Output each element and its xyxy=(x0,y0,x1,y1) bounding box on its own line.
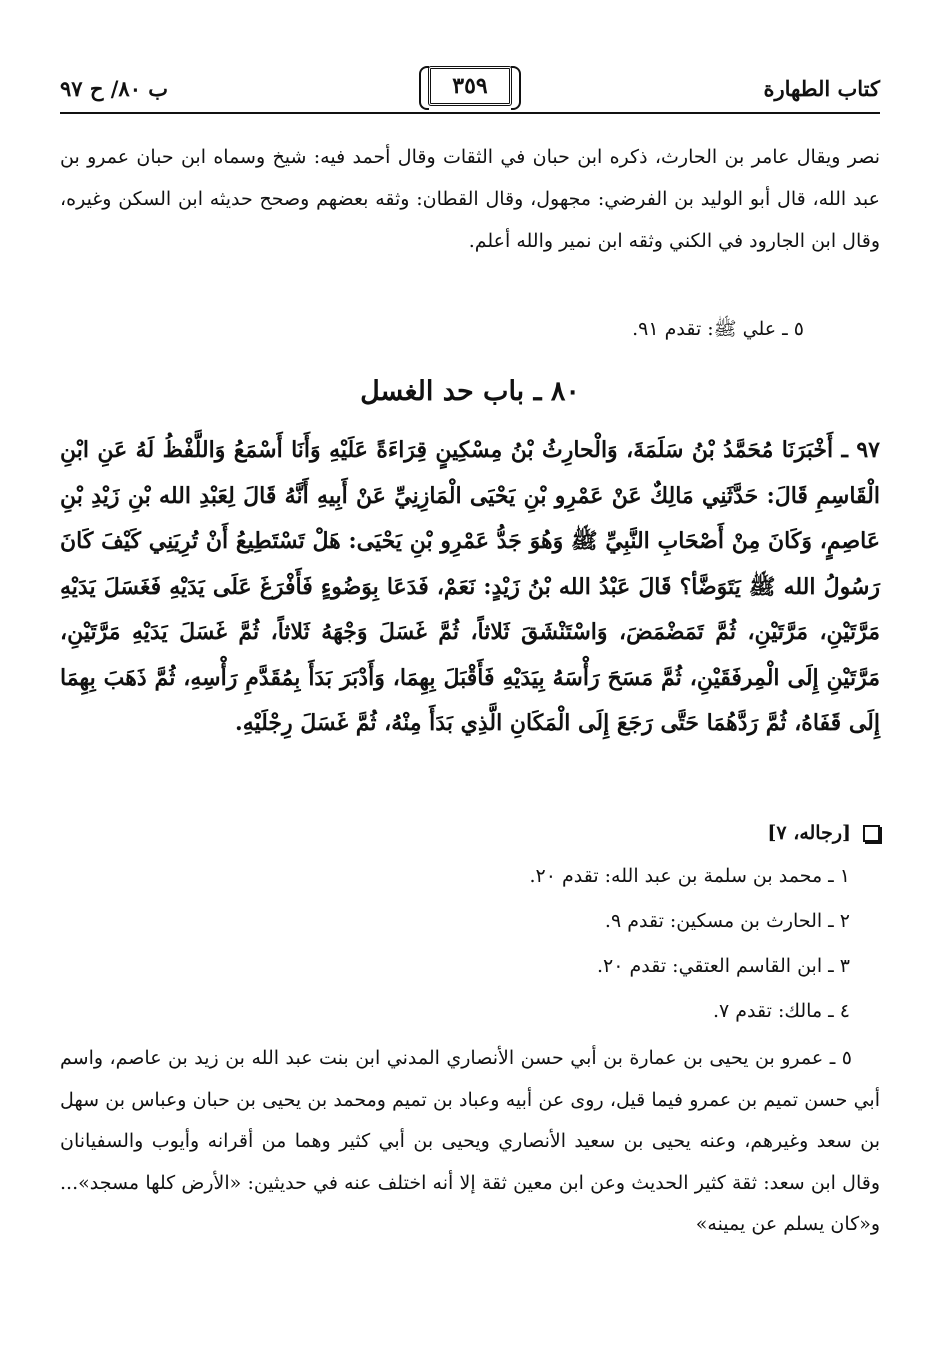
narrator-biography-paragraph xyxy=(60,1038,880,1246)
list-item: ١ ـ محمد بن سلمة بن عبد الله: تقدم ٢٠. xyxy=(529,865,850,887)
rijal-list xyxy=(130,854,850,1034)
header-rule xyxy=(60,112,880,114)
list-item: ٤ ـ مالك: تقدم ٧. xyxy=(712,1000,850,1022)
book-title: كتاب الطهارة xyxy=(763,76,880,101)
narrator-note-ali: ٥ ـ علي ﷺ: تقدم ٩١. xyxy=(632,318,804,340)
list-item: ٢ ـ الحارث بن مسكين: تقدم ٩. xyxy=(604,910,850,932)
chapter-reference: ب ٨٠/ ح ٩٧ xyxy=(60,76,169,101)
page-header xyxy=(60,66,880,112)
page-number-frame xyxy=(428,66,512,106)
square-box-icon xyxy=(863,825,880,842)
narrator-biography-text: ٥ ـ عمرو بن يحيى بن عمارة بن أبي حسن الأنصاري المدني ابن بنت عبد الله بن زيد بن عاصم، واسم أبي حسن تميم بن عمرو فيما قيل، روى عن أبيه وعباد بن تميم ومحمد بن يحيى بن حبان وعباس بن سهل بن سعد وغيرهم، وعنه يحيى بن سعيد الأنصاري ويحيى بن أبي كثير وهما من أقرانه وأيوب والسفيانان وقال ابن سعد: ثقة كثير الحديث وعن ابن معين ثقة إلا أنه اختلف عنه في حديثين: «الأرض كلها مسجد»... و«كان يسلم عن يمينه» xyxy=(60,1047,880,1235)
rijal-heading xyxy=(767,822,880,844)
rijal-heading-label: [رجاله، ٧] xyxy=(767,822,851,844)
page-number: ٣٥٩ xyxy=(452,73,488,99)
chapter-title: ٨٠ ـ باب حد الغسل xyxy=(360,376,580,407)
hadith-text: ٩٧ ـ أَخْبَرَنَا مُحَمَّدُ بْنُ سَلَمَةَ، وَالْحارِثُ بْنُ مِسْكِينٍ قِرَاءَةً عَلَيْهِ وَأَنَا أَسْمَعُ وَاللَّفْظُ لَهُ عَنِ ابْنِ الْقَاسِمِ قَالَ: حَدَّثَنِي مَالِكٌ عَنْ عَمْرِو بْنِ يَحْيَى الْمَازِنِيِّ عَنْ أَبِيهِ أَنَّهُ قَالَ لِعَبْدِ الله بْنِ زَيْدِ بْنِ عَاصِمٍ، وَكَانَ مِنْ أَصْحَابِ النَّبِيِّ ﷺ وَهُوَ جَدُّ عَمْرِو بْنِ يَحْيَى: هَلْ تَسْتَطِيعُ أَنْ تُرِيَنِي كَيْفَ كَانَ رَسُولُ الله ﷺ يَتَوَضَّأ؟ قَالَ عَبْدُ الله بْنُ زَيْدٍ: نَعَمْ، فَدَعَا بِوَضُوءٍ فَأَفْرَغَ عَلَى يَدَيْهِ فَغَسَلَ يَدَيْهِ مَرَّتَيْنِ، مَرَّتَيْنِ، ثُمَّ تَمَضْمَضَ، وَاسْتَنْشَقَ ثَلاثاً، ثُمَّ غَسَلَ وَجْهَهُ ثَلاثاً، ثُمَّ غَسَلَ يَدَيْهِ مَرَّتَيْنِ، مَرَّتَيْنِ إِلَى الْمِرفَقَيْنِ، ثُمَّ مَسَحَ رَأْسَهُ بِيَدَيْهِ فَأَقْبَلَ بِهِمَا، وَأَدْبَرَ بَدَأَ بِمُقَدَّمِ رَأْسِهِ، ثُمَّ ذَهَبَ بِهِمَا إِلَى قَفَاهُ، ثُمَّ رَدَّهُمَا حَتَّى رَجَعَ إِلَى الْمَكَانِ الَّذِي بَدَأَ مِنْهُ، ثُمَّ غَسَلَ رِجْلَيْهِ. xyxy=(60,437,880,736)
commentary-paragraph-top: نصر ويقال عامر بن الحارث، ذكره ابن حبان في الثقات وقال أحمد فيه: شيخ وسماه ابن حبان عمرو بن عبد الله، قال أبو الوليد بن الفرضي: مجهول، وقال القطان: وثقه بعضهم وصحح حديثه ابن السكن وغيره، وقال ابن الجارود في الكني وثقه ابن نمير والله أعلم. xyxy=(60,146,880,252)
list-item: ٣ ـ ابن القاسم العتقي: تقدم ٢٠. xyxy=(596,955,850,977)
